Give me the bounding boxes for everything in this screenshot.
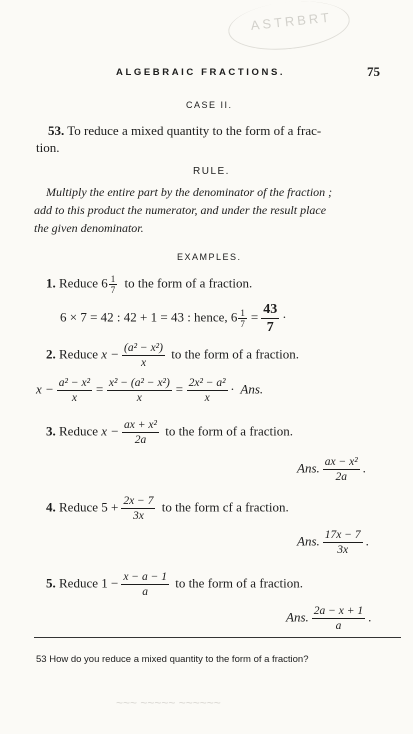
given-fraction: $\frac{\text{ax + x²}}{2a}$ (124, 419, 157, 446)
watermark-icon: ~~~ ~~~~~ ~~~~~~ (116, 696, 221, 710)
examples-heading: EXAMPLES. (177, 252, 242, 262)
example-3-answer: Ans. $\frac{\text{ax − x²}}{2a}$ . (297, 456, 366, 483)
result-fraction: $\frac{43}{7}$ (263, 302, 278, 335)
footnote-divider (34, 637, 401, 638)
rule-line-1: Multiply the entire part by the denominator of the fraction ; (46, 185, 333, 199)
example-4-answer: Ans. $\frac{17x - 7}{3x}$ . (297, 529, 369, 556)
example-text: to the form cf a fraction. (161, 499, 289, 515)
example-4: 4. Reduce 5 + $\frac{2x - 7}{3x}$ to the form cf a fraction. (46, 495, 289, 522)
example-number: 3. (46, 423, 56, 439)
problem-statement (48, 122, 398, 139)
problem-text-cont: tion. (36, 140, 60, 155)
work-text: 6 × 7 = 42 : 42 + 1 = 43 : hence, 6 (60, 309, 238, 325)
example-number: 1. (46, 275, 56, 291)
example-number: 2. (46, 346, 56, 362)
library-stamp-icon: ASTRBRT (226, 0, 352, 55)
example-number: 4. (46, 499, 56, 515)
footnote-question: 53 How do you reduce a mixed quantity to the form of a fraction? (36, 654, 309, 665)
mixed-fraction: $\frac{1}{7}$ (110, 274, 116, 295)
example-1-work: 6 × 7 = 42 : 42 + 1 = 43 : hence, 6 $\frac{1}{7}$ = $\frac{43}{7}$ · (60, 302, 287, 335)
example-number: 5. (46, 575, 56, 591)
example-text: to the form of a fraction. (171, 346, 299, 362)
example-2-work: x − $\frac{\text{a² − x²}}{x}$ = $\frac{\text{x² − (a² − x²)}}{x}$ = $\frac{\text{2x² − a²}}{x}$ · Ans. (36, 377, 264, 404)
problem-text: To reduce a mixed quantity to the form of a frac- (67, 123, 322, 138)
answer-label: Ans. (240, 381, 264, 397)
example-text: Reduce (59, 499, 98, 515)
case-heading: CASE II. (186, 100, 233, 110)
example-text: Reduce 6 (59, 275, 108, 291)
example-text: to the form of a fraction. (175, 575, 303, 591)
given-fraction: $\frac{x - a - 1}{a}$ (123, 571, 167, 598)
example-2: 2. Reduce x − $\frac{\text{(a² − x²)}}{x}$ to the form of a fraction. (46, 342, 299, 369)
example-text: Reduce (59, 346, 98, 362)
page-number: 75 (367, 64, 380, 79)
given-fraction: $\frac{2x - 7}{3x}$ (123, 495, 154, 522)
running-title: ALGEBRAIC FRACTIONS. (116, 67, 286, 78)
rule-heading: RULE. (193, 166, 230, 177)
example-1 (46, 274, 252, 295)
example-5-answer: Ans. $\frac{2a - x + 1}{a}$ . (286, 605, 372, 632)
answer-label: Ans. (297, 533, 320, 549)
example-text: Reduce (59, 423, 98, 439)
example-3: 3. Reduce x − $\frac{\text{ax + x²}}{2a}$ to the form of a fraction. (46, 419, 293, 446)
rule-line-3: the given denominator. (34, 221, 144, 235)
rule-line-2: add to this product the numerator, and under the result place (34, 203, 327, 217)
given-fraction: $\frac{\text{(a² − x²)}}{x}$ (124, 342, 163, 369)
problem-number: 53. (48, 123, 65, 138)
example-5: 5. Reduce 1 − $\frac{x - a - 1}{a}$ to the form of a fraction. (46, 571, 303, 598)
example-text: to the form of a fraction. (165, 423, 293, 439)
answer-label: Ans. (297, 460, 320, 476)
example-text: Reduce (59, 575, 98, 591)
example-text: to the form of a fraction. (124, 275, 253, 291)
answer-label: Ans. (286, 609, 309, 625)
